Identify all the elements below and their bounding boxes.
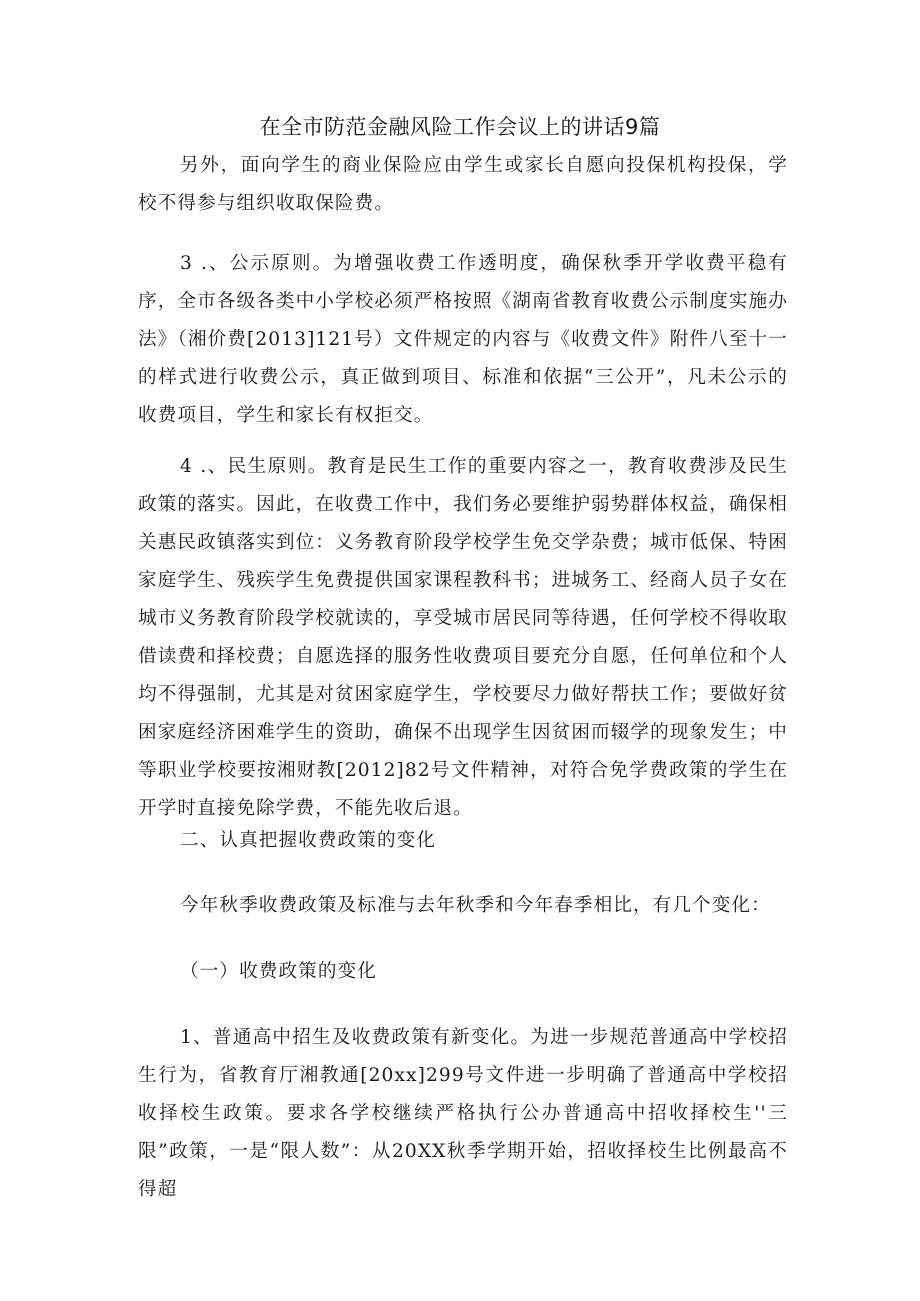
section-heading-policy-changes: 二、认真把握收费政策的变化 <box>180 830 437 851</box>
paragraph-high-school-admission: 1、普通高中招生及收费政策有新变化。为进一步规范普通高中学校招生行为，省教育厅湘教通[20xx]299号文件进一步明确了普通高中学校招收择校生政策。要求各学校继续严格执行公办普通高中招收择校生''三限”政策，一是“限人数”：从20XX秋季学期开始，招收择校生比例最高不得超 <box>138 1027 788 1200</box>
document-title: 在全市防范金融风险工作会议上的讲话9篇 <box>259 115 661 139</box>
paragraph-disclosure-principle: 3 .、公示原则。为增强收费工作透明度，确保秋季开学收费平稳有序，全市各级各类中小学校必须严格按照《湖南省教育收费公示制度实施办法》（湘价费[2013]121号）文件规定的内容与《收费文件》附件八至十一的样式进行收费公示，真正做到项目、标准和依据“三公开”，凡未公示的收费项目，学生和家长有权拒交。 <box>138 253 788 426</box>
subsection-heading-fee-policy: （一）收费政策的变化 <box>180 961 377 982</box>
paragraph-insurance: 另外，面向学生的商业保险应由学生或家长自愿向投保机构投保，学校不得参与组织收取保险费。 <box>138 155 788 214</box>
paragraph-changes-intro: 今年秋季收费政策及标准与去年秋季和今年春季相比，有几个变化： <box>180 895 771 916</box>
paragraph-livelihood-principle: 4 .、民生原则。教育是民生工作的重要内容之一，教育收费涉及民生政策的落实。因此，在收费工作中，我们务必要维护弱势群体权益，确保相关惠民政镇落实到位：义务教育阶段学校学生免交学杂费；城市低保、特困家庭学生、残疾学生免费提供国家课程教科书；进城务工、经商人员子女在城市义务教育阶段学校就读的，享受城市居民同等待遇，任何学校不得收取借读费和择校费；自愿选择的服务性收费项目要充分自愿，任何单位和个人均不得强制，尤其是对贫困家庭学生，学校要尽力做好帮扶工作；要做好贫困家庭经济困难学生的资助，确保不出现学生因贫困而辍学的现象发生；中等职业学校要按湘财教[2012]82号文件精神，对符合免学费政策的学生在开学时直接免除学费，不能先收后退。 <box>138 456 788 819</box>
